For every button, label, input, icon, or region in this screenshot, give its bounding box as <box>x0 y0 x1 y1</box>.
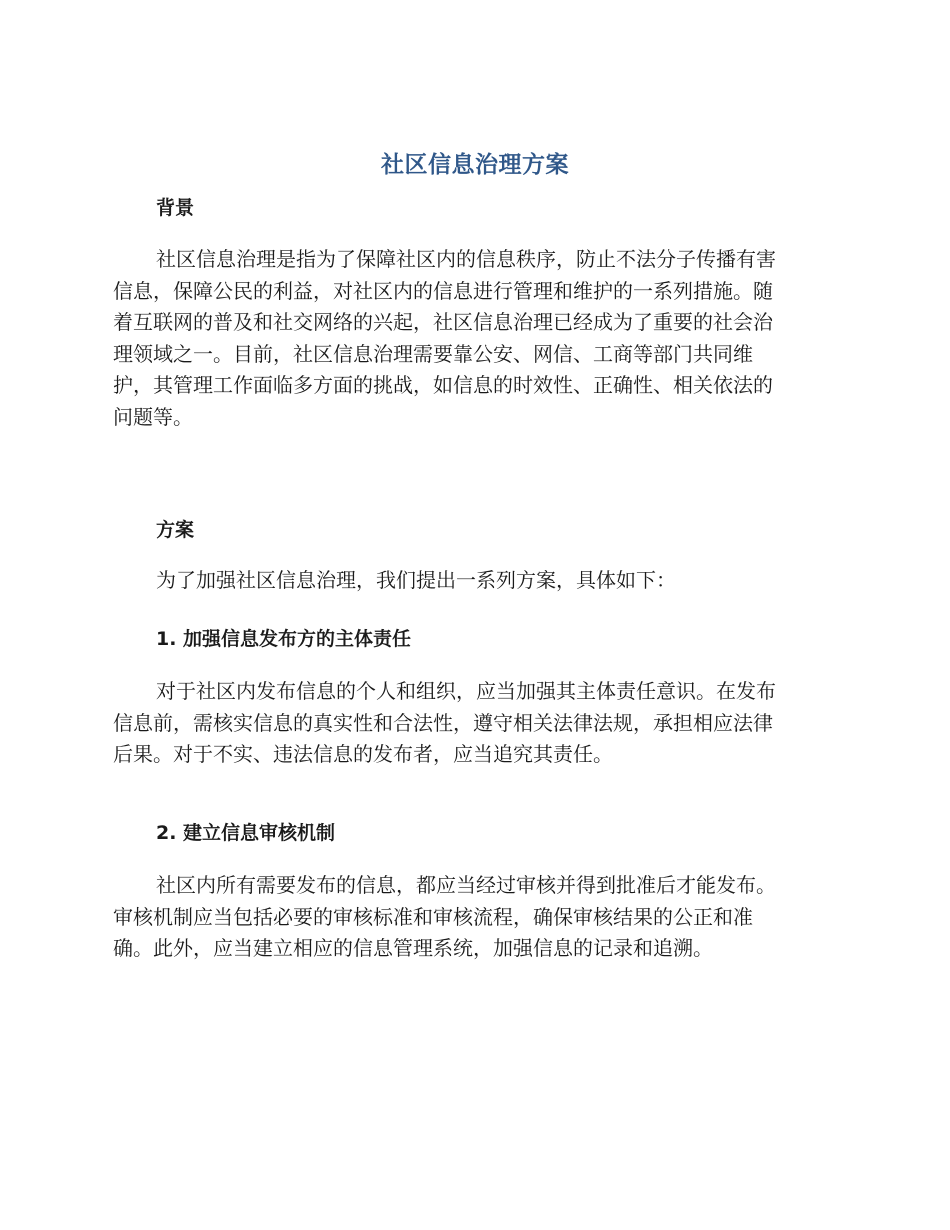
item2-paragraph <box>113 870 831 965</box>
section-heading-plan: 方案 <box>156 519 195 541</box>
paragraph-line: 理领域之一。目前，社区信息治理需要靠公安、网信、工商等部门共同维 <box>113 341 753 366</box>
paragraph-line: 信息，保障公民的利益，对社区内的信息进行管理和维护的一系列措施。随 <box>113 278 773 303</box>
paragraph-line: 确。此外，应当建立相应的信息管理系统，加强信息的记录和追溯。 <box>113 936 713 961</box>
paragraph-line: 护，其管理工作面临多方面的挑战，如信息的时效性、正确性、相关依法的 <box>113 373 773 398</box>
paragraph-line: 对于社区内发布信息的个人和组织，应当加强其主体责任意识。在发布 <box>156 679 776 703</box>
paragraph-line: 问题等。 <box>113 404 193 429</box>
paragraph-line: 为了加强社区信息治理，我们提出一系列方案，具体如下： <box>156 568 676 592</box>
paragraph-line: 着互联网的普及和社交网络的兴起，社区信息治理已经成为了重要的社会治 <box>113 310 773 335</box>
paragraph-line: 审核机制应当包括必要的审核标准和审核流程，确保审核结果的公正和准 <box>113 904 753 929</box>
background-paragraph <box>113 244 831 434</box>
section-heading-item2: 2. 建立信息审核机制 <box>156 822 336 844</box>
section-heading-item1: 1. 加强信息发布方的主体责任 <box>156 628 412 650</box>
paragraph-line: 信息前，需核实信息的真实性和合法性，遵守相关法律法规，承担相应法律 <box>113 710 773 735</box>
section-heading-background: 背景 <box>156 197 195 219</box>
paragraph-line: 社区内所有需要发布的信息，都应当经过审核并得到批准后才能发布。 <box>156 873 776 897</box>
item1-paragraph <box>113 676 831 771</box>
paragraph-line: 后果。对于不实、违法信息的发布者，应当追究其责任。 <box>113 742 613 767</box>
paragraph-line: 社区信息治理是指为了保障社区内的信息秩序，防止不法分子传播有害 <box>156 247 776 271</box>
plan-intro-paragraph <box>113 565 831 597</box>
document-title: 社区信息治理方案 <box>381 152 569 178</box>
